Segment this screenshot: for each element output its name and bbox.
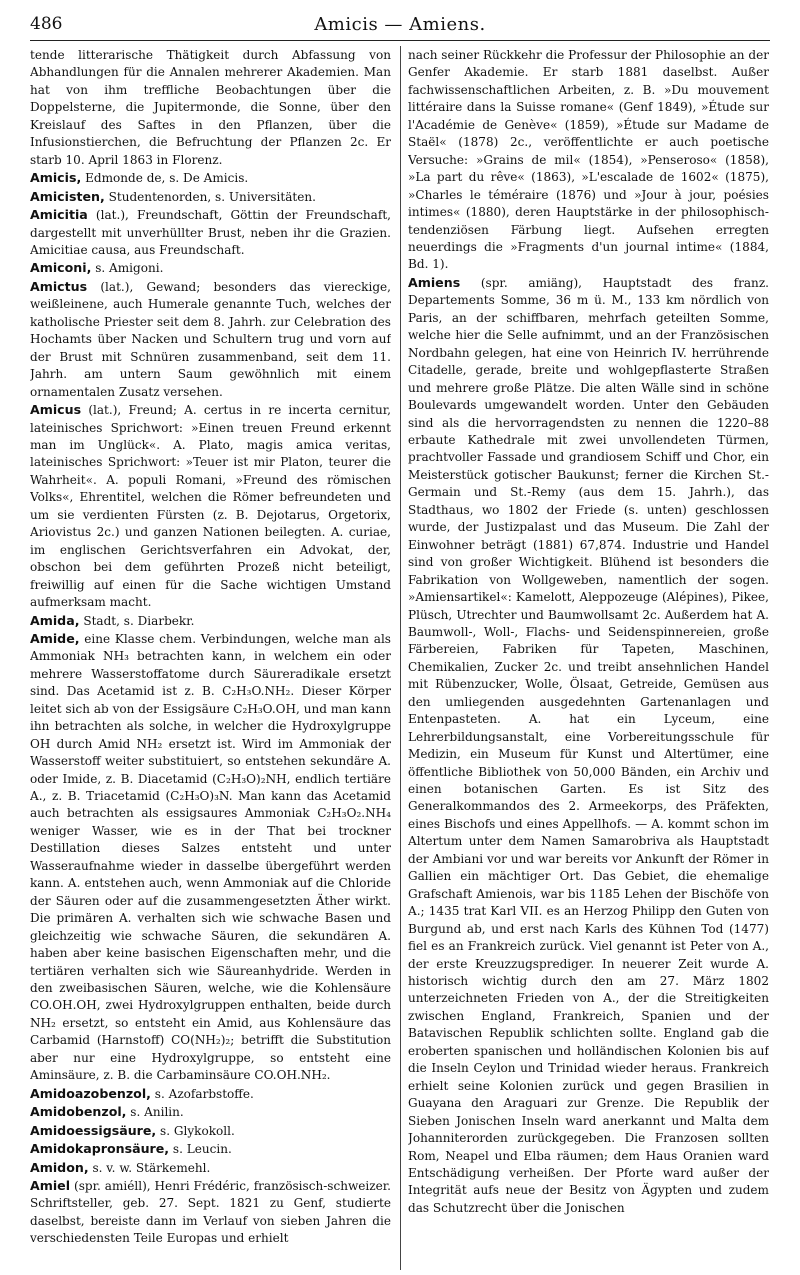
entry-headword: Amicitia	[30, 207, 88, 223]
entry-headword: Amicis,	[30, 170, 82, 186]
entry-text: (lat.), Freund; A. certus in re incerta cernitur, lateinisches Sprichwort: »Einen treuen Freund erkennt man im Unglück«. A. Plato, magis amica veritas, lateinisches Sprichwort: »Teuer ist mir Platon, teurer die Wahrheit«. A. populi Romani, »Freund des römischen Volks«, Ehrentitel, welchen die Römer befreundeten und um sie verdienten Fürsten (z. B. Dejotarus, Orgetorix, Ariovistus 2c.) und ganzen Nationen beilegten. A. curiae, im englischen Gerichtsverfahren ein Advokat, der, obschon bei dem geführten Prozeß nicht beteiligt, freiwillig auf einen für die Sache wichtigen Umstand aufmerksam macht.	[30, 403, 391, 610]
entry-text: Edmonde de, s. De Amicis.	[81, 171, 249, 186]
entry-headword: Amidobenzol,	[30, 1104, 127, 1120]
dictionary-entry	[30, 1085, 391, 1103]
entry-text: (lat.), Gewand; besonders das viereckige, weißleinene, auch Humerale genannte Tuch, welches der katholische Priester seit dem 8. Jahrh. zur Celebration des Hochamts über Nacken und Schultern trug und vorn auf der Brust mit Schnüren zusammenband, seit dem 11. Jahrh. am untern Saum gewöhnlich mit einem ornamentalen Zusatz versehen.	[30, 279, 391, 399]
entry-text: (spr. amiéll), Henri Frédéric, französisch-schweizer. Schriftsteller, geb. 27. Sept. 1821 zu Genf, studierte daselbst, bereiste dann im Verlauf von sieben Jahren die verschiedensten Teile Europas und erhielt	[30, 1179, 391, 1246]
entry-headword: Amicisten,	[30, 188, 105, 204]
dictionary-entry	[30, 169, 391, 187]
dictionary-entry	[30, 206, 391, 259]
right-column	[408, 47, 769, 1267]
dictionary-entry	[30, 278, 391, 401]
dictionary-entry	[408, 274, 769, 1217]
dictionary-entry	[30, 188, 391, 206]
entry-text: (spr. amiäng), Hauptstadt des franz. Departements Somme, 36 m ü. M., 133 km nördlich von Paris, an der schiffbaren, mehrfach geteilten Somme, welche hier die Selle aufnimmt, und an der Französischen Nordbahn gelegen, hat eine von Heinrich IV. herrührende Citadelle, gerade, breite und wohlgepflasterte Straßen und mehrere große Plätze. Die alten Wälle sind in schöne Boulevards umgewandelt worden. Unter den Gebäuden sind als die hervorragendsten zu nennen die 1220–88 erbaute Kathedrale mit zwei unvollendeten Türmen, prachtvoller Fassade und grandiosem Schiff und Chor, ein Meisterstück gotischer Baukunst; ferner die Kirchen St.-Germain und St.-Remy (aus dem 15. Jahrh.), das Stadthaus, wo 1802 der Friede (s. unten) geschlossen wurde, der Justizpalast und das Museum. Die Zahl der Einwohner beträgt (1881) 67,874. Industrie und Handel sind von großer Wichtigkeit. Blühend ist besonders die Fabrikation von Wollgeweben, namentlich der sogen. »Amiensartikel«: Kamelott, Aleppozeuge (Alépines), Pikee, Plüsch, Utrechter und Baumwollsamt 2c. Außerdem hat A. Baumwoll-, Woll-, Flachs- und Seidenspinnereien, große Färbereien, Fabriken für Tapeten, Maschinen, Chemikalien, Zucker 2c. und treibt ansehnlichen Handel mit Rübenzucker, Wolle, Ölsaat, Getreide, Gemüsen aus den umliegenden ausgedehnten Gartenanlagen und Entenpasteten. A. hat ein Lyceum, eine Lehrerbildungsanstalt, eine Vorbereitungsschule für Medizin, ein Museum für Kunst und Altertümer, eine öffentliche Bibliothek von 50,000 Bänden, ein Archiv und einen botanischen Garten. Es ist Sitz des Generalkommandos des 2. Armeekorps, des Präfekten, eines Bischofs und eines Appellhofs. — A. kommt schon im Altertum unter dem Namen Samarobriva als Hauptstadt der Ambiani vor und war bereits vor Ankunft der Römer in Gallien ein mächtiger Ort. Das Gebiet, die ehemalige Grafschaft Amienois, war bis 1185 Lehen der Bischöfe von A.; 1435 trat Karl VII. es an Herzog Philipp den Guten von Burgund ab, und erst nach Karls des Kühnen Tod (1477) fiel es an Frankreich zurück. Viel genannt ist Peter von A., der erste Kreuzzugsprediger. In neuerer Zeit wurde A. historisch wichtig durch den am 27. März 1802 unterzeichneten Frieden von A., der die Streitigkeiten zwischen England, Frankreich, Spanien und der Batavischen Republik schlichten sollte. England gab die eroberten spanischen und holländischen Kolonien bis auf die Inseln Ceylon und Trinidad wieder heraus. Frankreich erhielt seine Kolonien zurück und gegen Brasilien in Guayana den Araguari zur Grenze. Die Republik der Sieben Jonischen Inseln ward anerkannt und Malta dem Johanniterorden zurückgegeben. Die Franzosen sollten Rom, Neapel und Elba räumen; dem Haus Oranien ward Entschädigung verheißen. Der Pforte ward außer der Integrität aufs neue der Besitz von Ägypten und zudem das Schutzrecht über die Jonischen	[408, 275, 769, 1215]
entry-headword: Amictus	[30, 278, 88, 294]
entry-text: eine Klasse chem. Verbindungen, welche man als Ammoniak NH₃ betrachten kann, in welchem ein oder mehrere Wasserstoffatome durch Säureradikale ersetzt sind. Das Acetamid ist z. B. C₂H₃O.NH₂. Dieser Körper leitet sich ab von der Essigsäure C₂H₃O.OH, und man kann ihn betrachten als solche, in welcher die Hydroxylgruppe OH durch Amid NH₂ ersetzt ist. Wird im Ammoniak der Wasserstoff weiter substituiert, so entstehen sekundäre A. oder Imide, z. B. Diacetamid (C₂H₃O)₂NH, endlich tertiäre A., z. B. Triacetamid (C₂H₃O)₃N. Man kann das Acetamid auch betrachten als essigsaures Ammoniak C₂H₃O₂.NH₄ weniger Wasser, wie es in der That bei trockner Destillation dieses Salzes entsteht und unter Wasseraufnahme wieder in dasselbe übergeführt werden kann. A. entstehen auch, wenn Ammoniak auf die Chloride der Säuren oder auf die zusammengesetzten Äther wirkt. Die primären A. verhalten sich wie schwache Basen und gleichzeitig wie schwache Säuren, die sekundären A. haben aber keine basischen Eigenschaften mehr, und die tertiären verhalten sich wie Säureanhydride. Werden in den zweibasischen Säuren, welche, wie die Kohlensäure CO.OH.OH, zwei Hydroxylgruppen enthalten, beide durch NH₂ ersetzt, so entsteht ein Amid, aus Kohlensäure das Carbamid (Harnstoff) CO(NH₂)₂; betrifft die Substitution aber nur eine Hydroxylgruppe, so entsteht eine Aminsäure, z. B. die Carbaminsäure CO.OH.NH₂.	[30, 631, 391, 1083]
entry-headword: Amiel	[30, 1178, 71, 1193]
left-column	[30, 47, 391, 1267]
entry-text: s. Azofarbstoffe.	[150, 1086, 254, 1101]
dictionary-entry	[30, 630, 391, 1085]
entry-text: s. Leucin.	[169, 1142, 232, 1157]
entry-text: tende litterarische Thätigkeit durch Abfassung von Abhandlungen für die Annalen mehrerer Akademien. Man hat von ihm treffliche Beobachtungen über die Doppelsterne, die Jupitermonde, die Sonne, über den Kreislauf des Saftes in den Pflanzen, über die Infusionstierchen, die Befruchtung der Pflanzen 2c. Er starb 10. April 1863 in Florenz.	[30, 48, 391, 167]
running-head: Amicis — Amiens.	[314, 14, 486, 35]
column-divider	[400, 46, 401, 1270]
dictionary-entry	[30, 401, 391, 611]
entry-headword: Amidoessigsäure,	[30, 1122, 157, 1138]
entry-headword: Amiens	[408, 274, 461, 290]
entry-headword: Amida,	[30, 612, 80, 628]
dictionary-entry	[30, 1177, 391, 1248]
entry-text: Stadt, s. Diarbekr.	[79, 613, 195, 628]
entry-text: s. Amigoni.	[91, 261, 164, 276]
entry-headword: Amidoazobenzol,	[30, 1085, 151, 1101]
entry-headword: Amicus	[30, 402, 82, 418]
dictionary-entry	[30, 1103, 391, 1121]
entry-continuation	[408, 47, 769, 274]
dictionary-entry	[30, 1122, 391, 1140]
entry-headword: Amide,	[30, 630, 80, 646]
dictionary-entry	[30, 259, 391, 277]
entry-continuation	[30, 47, 391, 169]
page-number: 486	[30, 14, 63, 34]
entry-text: Studentenorden, s. Universitäten.	[104, 189, 316, 204]
entry-text: s. Glykokoll.	[156, 1123, 235, 1138]
dictionary-entry	[30, 1140, 391, 1158]
dictionary-entry	[30, 1159, 391, 1177]
header-rule	[30, 40, 770, 41]
dictionary-entry	[30, 612, 391, 630]
entry-headword: Amidokapronsäure,	[30, 1141, 170, 1157]
entry-text: s. Anilin.	[126, 1105, 184, 1120]
page-header	[30, 14, 770, 38]
entry-text: nach seiner Rückkehr die Professur der Philosophie an der Genfer Akademie. Er starb 1881 daselbst. Außer fachwissenschaftlichen Arbeiten, z. B. »Du mouvement littéraire dans la Suisse romane« (Genf 1849), »Étude sur l'Académie de Genève« (1859), »Étude sur Madame de Staël« (1878) 2c., veröffentlichte er auch poetische Versuche: »Grains de mil« (1854), »Penseroso« (1858), »La part du rêve« (1863), »L'escalade de 1602« (1875), »Charles le téméraire (1876) und »Jour à jour, poésies intimes« (1880), deren Hauptstärke in der philosophisch-tendenziösen Färbung liegt. Aufsehen erregten neuerdings die »Fragments d'un journal intime« (1884, Bd. 1).	[408, 48, 769, 272]
entry-text: (lat.), Freundschaft, Göttin der Freundschaft, dargestellt mit unverhüllter Brust, neben ihr die Grazien. Amicitiae causa, aus Freundschaft.	[30, 208, 391, 257]
entry-headword: Amiconi,	[30, 260, 92, 276]
entry-text: s. v. w. Stärkemehl.	[88, 1160, 211, 1175]
entry-headword: Amidon,	[30, 1159, 89, 1175]
